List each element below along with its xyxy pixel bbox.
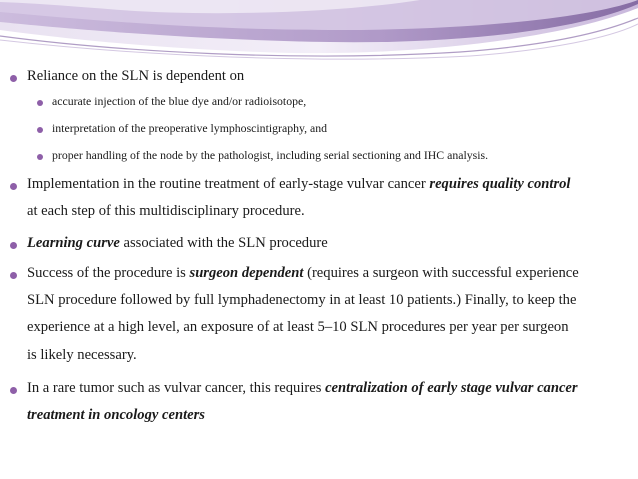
bullet-text (27, 380, 578, 397)
bullet-text (27, 235, 328, 252)
bullet-text (52, 121, 327, 136)
bullet-text (27, 347, 137, 364)
bullet-text (27, 319, 569, 336)
bullet-dot-icon (10, 183, 17, 190)
text-segment: associated with the SLN procedure (119, 235, 328, 251)
bullet-dot-icon (10, 75, 17, 82)
text-segment: SLN procedure followed by full lymphadenectomy in at least 10 patients.) Finally, to keep the (27, 292, 577, 308)
bullet-text (52, 148, 488, 163)
emphasized-text: treatment in oncology centers (27, 407, 205, 423)
bullet-dot-icon (37, 100, 43, 106)
bullet-dot-icon (10, 387, 17, 394)
bullet-text (27, 265, 579, 282)
text-segment: experience at a high level, an exposure of at least 5–10 SLN procedures per year per surgeon (27, 319, 569, 335)
text-segment: accurate injection of the blue dye and/or radioisotope, (52, 94, 307, 108)
text-segment: is likely necessary. (27, 347, 137, 363)
header-decorative-band (0, 0, 638, 62)
text-segment: Reliance on the SLN is dependent on (27, 68, 245, 84)
text-segment: at each step of this multidisciplinary procedure. (27, 203, 305, 219)
bullet-text (52, 94, 306, 109)
bullet-dot-icon (10, 242, 17, 249)
text-segment: In a rare tumor such as vulvar cancer, this requires (27, 380, 326, 396)
emphasized-text: Learning curve (27, 235, 120, 251)
bullet-text (27, 292, 576, 309)
text-segment: Success of the procedure is (27, 265, 190, 281)
text-segment: Implementation in the routine treatment of early-stage vulvar cancer (27, 176, 430, 192)
emphasized-text: centralization of early stage vulvar cancer (325, 380, 578, 396)
bullet-text (27, 407, 205, 424)
emphasized-text: surgeon dependent (189, 265, 304, 281)
bullet-dot-icon (37, 154, 43, 160)
text-segment: interpretation of the preoperative lymphoscintigraphy, and (52, 121, 328, 135)
bullet-dot-icon (37, 127, 43, 133)
emphasized-text: requires quality control (429, 176, 571, 192)
bullet-dot-icon (10, 272, 17, 279)
text-segment: (requires a surgeon with successful experience (303, 265, 579, 281)
text-segment: proper handling of the node by the pathologist, including serial sectioning and IHC analysis. (52, 148, 489, 162)
bullet-text (27, 176, 570, 193)
bullet-text (27, 68, 244, 85)
bullet-text (27, 203, 305, 220)
